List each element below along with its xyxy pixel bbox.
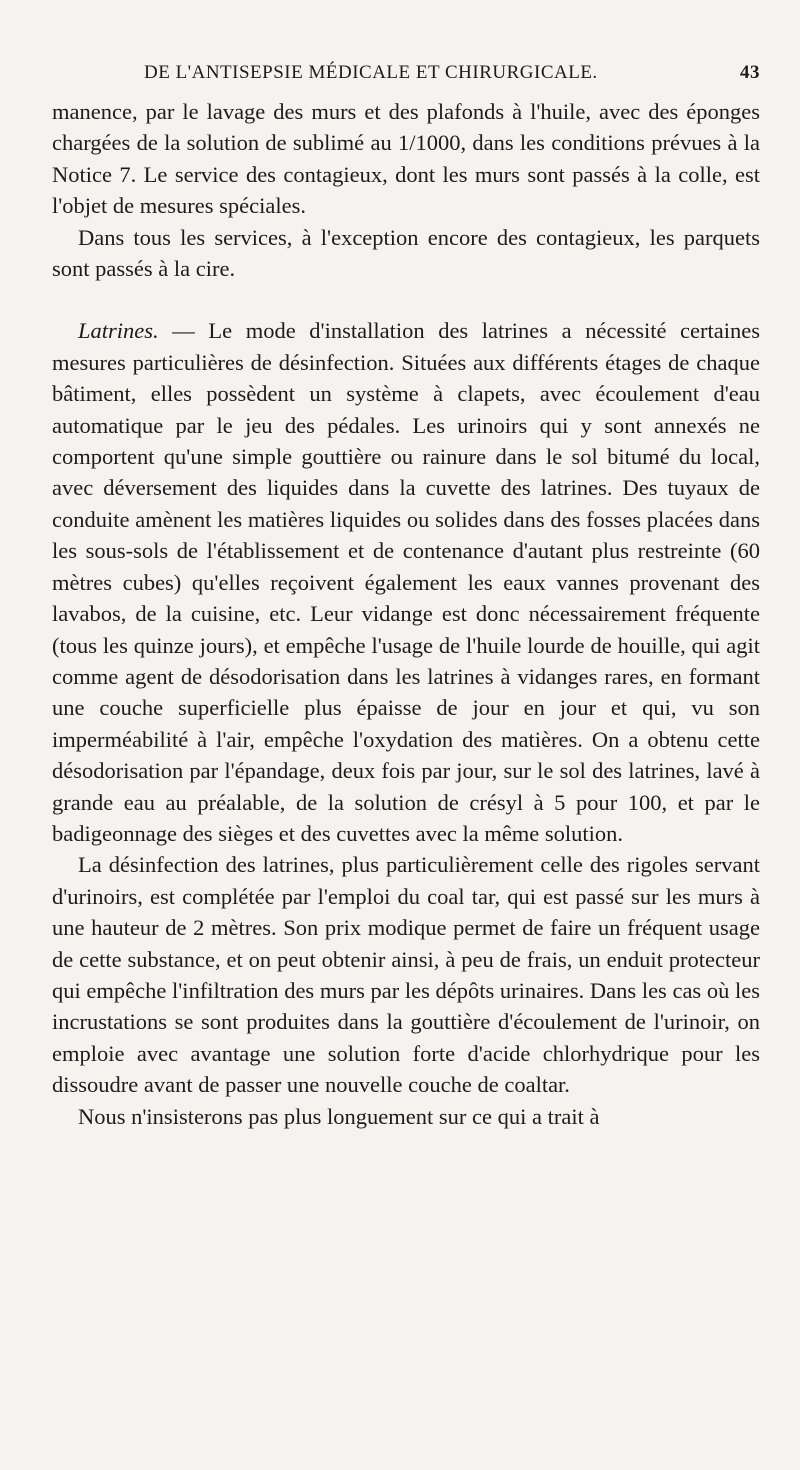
- paragraph-final: Nous n'insisterons pas plus longuement sur ce qui a trait à: [78, 1103, 600, 1129]
- running-title: DE L'ANTISEPSIE MÉDICALE ET CHIRURGICALE.: [144, 62, 598, 83]
- page-number: 43: [740, 62, 760, 83]
- section-lead-latrines: Latrines.: [78, 318, 159, 344]
- body-text: [52, 96, 760, 1132]
- paragraph-latrines-text: — Le mode d'installation des latrines a nécessité certaines mesures particulières de désinfection. Situées aux différents étages de chaque bâtiment, elles possèdent un système à clapets, avec écoulement d'eau automatique par le jeu des pédales. Les urinoirs qui y sont annexés ne comportent qu'une simple gouttière ou rainure dans le sol bitumé du local, avec déversement des liquides dans la cuvette des latrines. Des tuyaux de conduite amènent les matières liquides ou solides dans des fosses placées dans les sous-sols de l'établissement et de contenance d'autant plus restreinte (60 mètres cubes) qu'elles reçoivent également les eaux vannes provenant des lavabos, de la cuisine, etc. Leur vidange est donc nécessairement fréquente (tous les quinze jours), et empêche l'usage de l'huile lourde de houille, qui agit comme agent de désodorisation dans les latrines à vidanges rares, en formant une couche superficielle plus épaisse de jour en jour et qui, vu son imperméabilité à l'air, empêche l'oxydation des matières. On a obtenu cette désodorisation par l'épandage, deux fois par jour, sur le sol des latrines, lavé à grande eau au préalable, de la solution de crésyl à 5 pour 100, et par le badigeonnage des sièges et des cuvettes avec la même solution.: [52, 318, 760, 846]
- paragraph-parquets: Dans tous les services, à l'exception encore des contagieux, les parquets sont passés à la cire.: [52, 224, 760, 282]
- paragraph-latrines: [52, 315, 760, 849]
- paragraph-continuation: manence, par le lavage des murs et des plafonds à l'huile, avec des éponges chargées de la solution de sublimé au 1/1000, dans les conditions prévues à la Notice 7. Le service des contagieux, dont les murs sont passés à la colle, est l'objet de mesures spéciales.: [52, 99, 760, 219]
- book-page: [52, 62, 760, 1132]
- paragraph-coal-tar: La désinfection des latrines, plus particulièrement celle des rigoles servant d'urinoirs, est complétée par l'emploi du coal tar, qui est passé sur les murs à une hauteur de 2 mètres. Son prix modique permet de faire un fréquent usage de cette substance, et on peut obtenir ainsi, à peu de frais, un enduit protecteur qui empêche l'infiltration des murs par les dépôts urinaires. Dans les cas où les incrustations se sont produites dans la gouttière d'écoulement de l'urinoir, on emploie avec avantage une solution forte d'acide chlorhydrique pour les dissoudre avant de passer une nouvelle couche de coaltar.: [52, 852, 760, 1098]
- running-header: [144, 62, 760, 84]
